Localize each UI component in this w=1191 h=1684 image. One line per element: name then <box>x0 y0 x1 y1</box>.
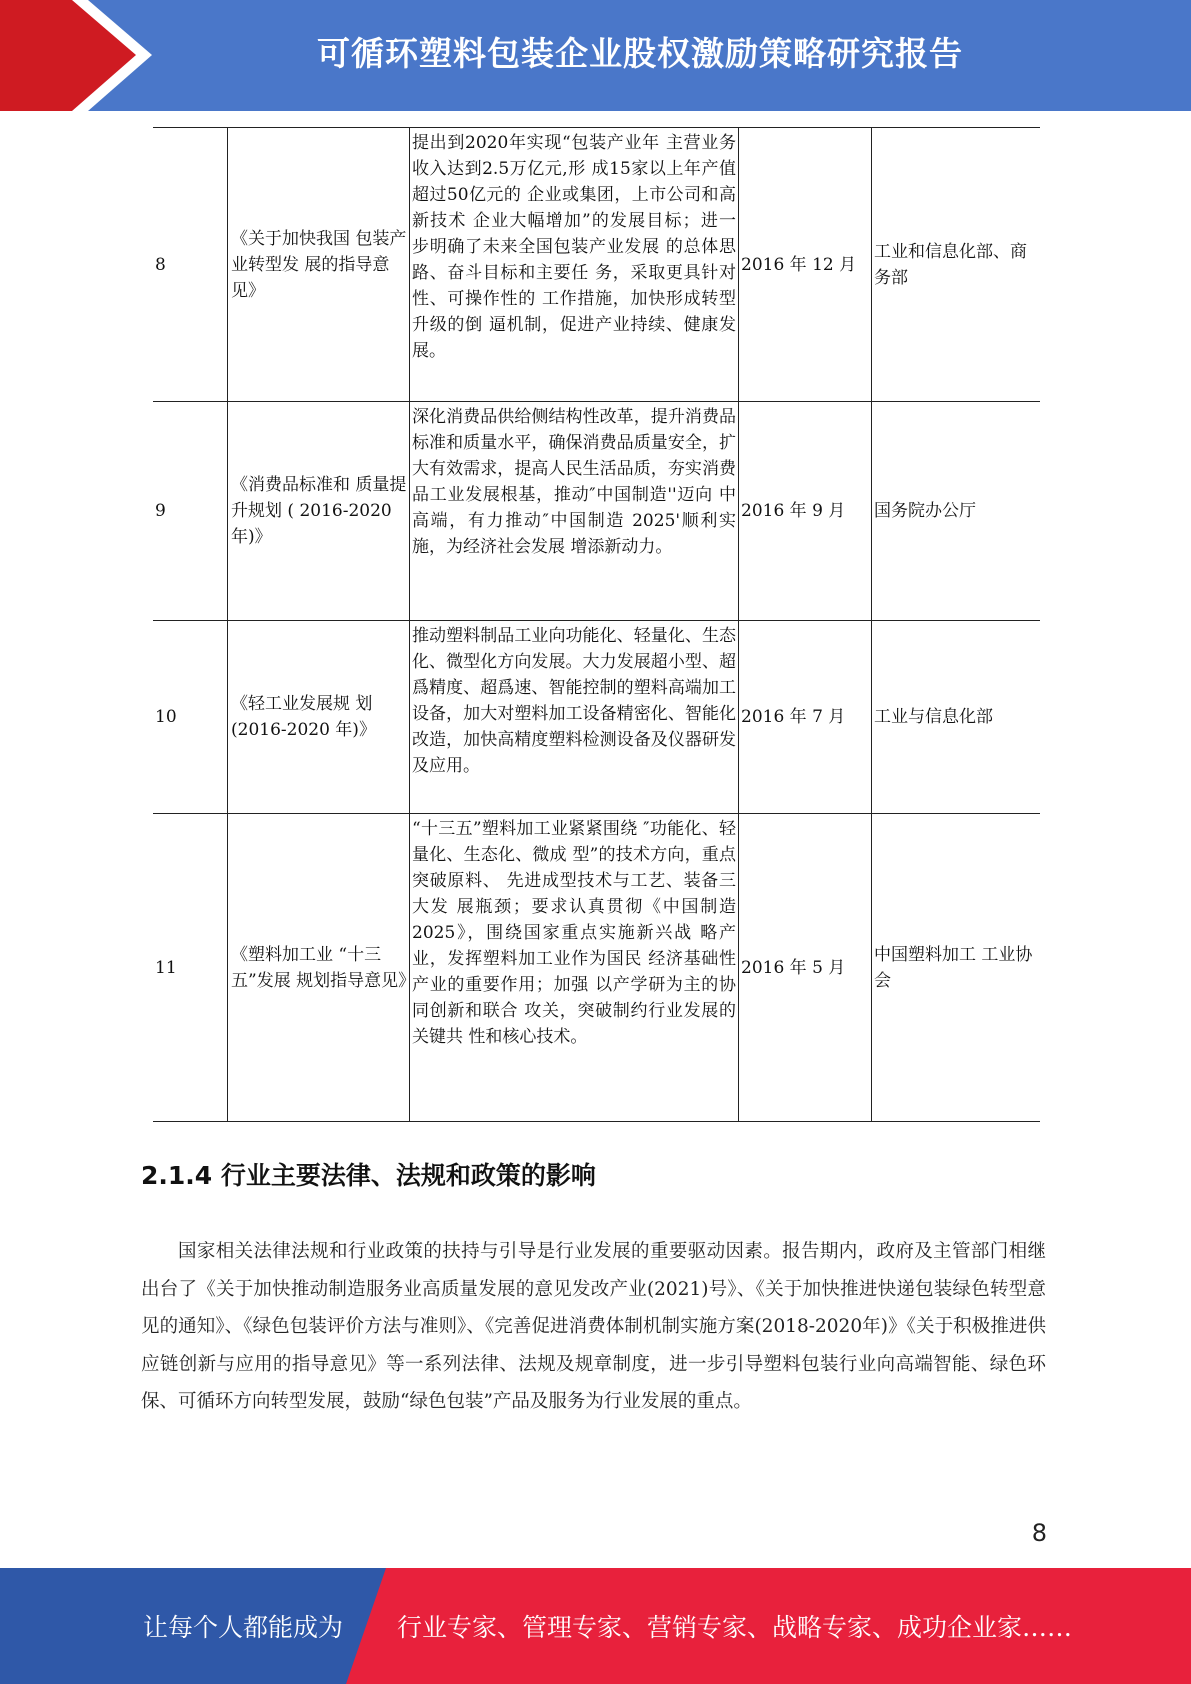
policy-name: 《塑料加工业 “十三五”发展 规划指导意见》 <box>228 814 410 1122</box>
issuing-department: 国务院办公厅 <box>872 402 1041 621</box>
policy-content: “十三五”塑料加工业紧紧围绕 ″功能化、轻量化、生态化、微成 型”的技术方向，重点突破原料、 先进成型技术与工艺、装备三大发 展瓶颈；要求认真贯彻《中国制造 2025》，围绕国家重点实施新兴战 略产业，发挥塑料加工业作为国民 经济基础性产业的重要作用；加强 以产学研为主的协同创新和联合 攻关，突破制约行业发展的关键共 性和核心技术。 <box>410 814 739 1122</box>
table-row <box>153 128 1040 402</box>
page-footer <box>0 1568 1191 1684</box>
table-row <box>153 814 1040 1122</box>
issue-date: 2016 年 5 月 <box>739 814 872 1122</box>
section-heading: 2.1.4 行业主要法律、法规和政策的影响 <box>141 1161 596 1190</box>
table-row <box>153 402 1040 621</box>
row-number: 8 <box>153 128 228 402</box>
issuing-department: 工业和信息化部、商务部 <box>872 128 1041 402</box>
page-number: 8 <box>1031 1519 1047 1547</box>
body-paragraph: 国家相关法律法规和行业政策的扶持与引导是行业发展的重要驱动因素。报告期内，政府及主管部门相继出台了《关于加快推动制造服务业高质量发展的意见发改产业(2021)号》、《关于加快推进快递包装绿色转型意见的通知》、《绿色包装评价方法与准则》、《完善促进消费体制机制实施方案(2018-2020年)》《关于积极推进供应链创新与应用的指导意见》等一系列法律、法规及规章制度，进一步引导塑料包装行业向高端智能、绿色环保、可循环方向转型发展，鼓励“绿色包装”产品及服务为行业发展的重点。 <box>141 1241 1046 1412</box>
policy-name: 《关于加快我国 包装产业转型发 展的指导意见》 <box>228 128 410 402</box>
issue-date: 2016 年 7 月 <box>739 621 872 814</box>
issuing-department: 中国塑料加工 工业协会 <box>872 814 1041 1122</box>
row-number: 9 <box>153 402 228 621</box>
policy-content: 深化消费品供给侧结构性改革，提升消费品标准和质量水平，确保消费品质量安全，扩大有效需求，提高人民生活品质，夯实消费品工业发展根基，推动″中国制造''迈向 中高端，有力推动″中国制造 2025'顺利实施，为经济社会发展 增添新动力。 <box>410 402 739 621</box>
policy-table <box>153 127 1040 1122</box>
header-chevron-decoration <box>0 0 200 111</box>
policy-name: 《轻工业发展规 划(2016-2020 年)》 <box>228 621 410 814</box>
row-number: 11 <box>153 814 228 1122</box>
page-header <box>0 0 1191 111</box>
table-row <box>153 621 1040 814</box>
policy-content: 提出到2020年实现“包装产业年 主营业务收入达到2.5万亿元,形 成15家以上年产值超过50亿元的 企业或集团，上市公司和高新技术 企业大幅增加”的发展目标；进一 步明确了未来全国包装产业发展 的总体思路、奋斗目标和主要任 务，采取更具针对性、可操作性的 工作措施，加快形成转型升级的倒 逼机制，促进产业持续、健康发展。 <box>410 128 739 402</box>
issue-date: 2016 年 9 月 <box>739 402 872 621</box>
row-number: 10 <box>153 621 228 814</box>
policy-content: 推动塑料制品工业向功能化、轻量化、生态化、微型化方向发展。大力发展超小型、超爲精度、超爲速、智能控制的塑料高端加工设备，加大对塑料加工设备精密化、智能化改造，加快高精度塑料检测设备及仪器研发及应用。 <box>410 621 739 814</box>
footer-slogan-left: 让每个人都能成为 <box>143 1613 344 1642</box>
issue-date: 2016 年 12 月 <box>739 128 872 402</box>
footer-slogan-right: 行业专家、管理专家、营销专家、战略专家、成功企业家…… <box>397 1613 1073 1642</box>
policy-name: 《消费品标准和 质量提升规划 ( 2016-2020 年)》 <box>228 402 410 621</box>
issuing-department: 工业与信息化部 <box>872 621 1041 814</box>
report-title: 可循环塑料包装企业股权激励策略研究报告 <box>317 34 963 73</box>
